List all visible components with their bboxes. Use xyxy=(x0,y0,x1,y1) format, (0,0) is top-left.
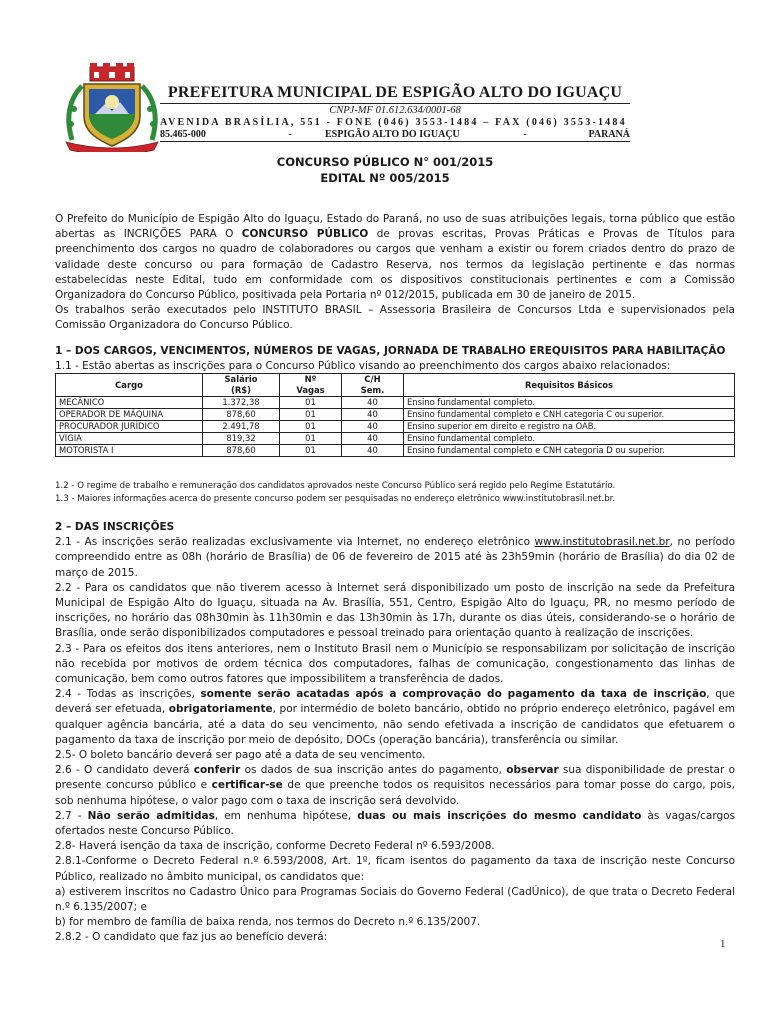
item-2-4-text-c: , por intermédio de boleto bancário, obtido no próprio endereço eletrônico, pagável em qualquer agência bancária, até a data do seu vencimento, não sendo efetivada a inscrição de candidatos que efetuarem o pagamento da taxa de inscrição por meio de depósito, DOCs (operação bancária), transferência ou similar. xyxy=(55,703,735,746)
city-line xyxy=(160,129,630,140)
city-name: ESPIGÃO ALTO DO IGUAÇU xyxy=(325,129,460,140)
table-row xyxy=(56,409,735,421)
table-row xyxy=(56,433,735,445)
separator-dash: - xyxy=(288,129,292,140)
item-2-7-text: 2.7 - xyxy=(55,809,88,822)
cell-requisitos: Ensino superior em direito e registro na OAB. xyxy=(404,421,735,433)
item-2-4-bold-2: obrigatoriamente xyxy=(168,703,273,716)
item-2-6-bold: conferir xyxy=(193,764,241,777)
section-1-notes xyxy=(55,480,735,506)
item-2-6-text: 2.6 - O candidato deverá xyxy=(55,764,194,777)
item-2-6-text-d: de que preenche todos os requisitos necessários para tomar posse do cargo, pois, sob nenhuma hipótese, o valor pago com o taxa de inscrição será devolvido. xyxy=(55,779,735,807)
intro-section xyxy=(55,212,735,334)
item-2-8-1: 2.8.1-Conforme o Decreto Federal n.º 6.593/2008, Art. 1º, ficam isentos do pagamento da taxa de inscrição neste Concurso Público, realizado no âmbito municipal, os candidatos que: xyxy=(55,855,735,883)
section-2-title: 2 – DAS INSCRIÇÕES xyxy=(55,521,175,533)
letterhead xyxy=(160,84,630,142)
cell-ch: 40 xyxy=(342,421,404,433)
item-2-7-bold: Não serão admitidas xyxy=(87,809,215,822)
header-cargo: Cargo xyxy=(56,374,203,397)
cell-ch: 40 xyxy=(342,433,404,445)
edital-title: EDITAL Nº 005/2015 xyxy=(320,171,450,185)
header-ch xyxy=(342,374,404,397)
item-2-8-2: 2.8.2 - O candidato que faz jus ao benefício deverá: xyxy=(55,931,328,944)
item-2-7-bold-2: duas ou mais inscrições do mesmo candidato xyxy=(357,809,642,822)
item-2-6-text-c: sua disponibilidade de prestar o presente concurso público e xyxy=(55,764,736,792)
item-1-3: 1.3 - Maiores informações acerca do presente concurso podem ser pesquisadas no endereço eletrônico www.institutobrasil.net.br. xyxy=(55,494,616,504)
prefeitura-title: PREFEITURA MUNICIPAL DE ESPIGÃO ALTO DO IGUAÇU xyxy=(160,84,630,104)
item-2-4-bold: somente serão acatadas após a comprovação do pagamento da taxa de inscrição xyxy=(200,688,707,701)
item-2-2: 2.2 - Para os candidatos que não tiverem acesso à Internet será disponibilizado um posto de inscrição na sede da Prefeitura Municipal de Espigão Alto do Iguaçu, situada na Av. Brasília, 551, Centro, Espigão Alto do Iguaçu, PR, no mesmo período de inscrições, no horário das 08h30min às 11h30min e das 13h30min às 17h, durante os dias úteis, considerando-se o horário de Brasília, onde serão disponibilizados computadores e pessoal treinado para orientação quanto à realização de inscrições. xyxy=(55,581,735,640)
item-2-6-text-b: os dados de sua inscrição antes do pagamento, xyxy=(240,764,507,777)
intro-text: O Prefeito do Município de Espigão Alto do Iguaçu, Estado do Paraná, no uso de suas atribuições legais, torna público que estão abertas as INCRIÇÕES PARA O xyxy=(55,213,735,241)
header-vagas xyxy=(280,374,342,397)
cell-vagas: 01 xyxy=(280,421,342,433)
state-name: PARANÁ xyxy=(588,129,630,140)
cargos-table xyxy=(55,373,735,457)
cell-ch: 40 xyxy=(342,397,404,409)
cell-ch: 40 xyxy=(342,445,404,457)
cell-salario: 2.491,78 xyxy=(203,421,280,433)
intro-paragraph xyxy=(55,212,735,303)
cell-vagas: 01 xyxy=(280,397,342,409)
intro-bold: CONCURSO PÚBLICO xyxy=(241,228,369,241)
item-2-5: 2.5- O boleto bancário deverá ser pago até a data de seu vencimento. xyxy=(55,749,426,762)
header-ch-l2: Sem. xyxy=(360,385,385,395)
cell-vagas: 01 xyxy=(280,445,342,457)
cell-requisitos: Ensino fundamental completo e CNH categoria D ou superior. xyxy=(404,445,735,457)
item-2-1-text-cont: , no período compreendido entre as 08h (horário de Brasília) de 06 de fevereiro de 2015 até às 23h59min (horário de Brasília) do dia 02 de março de 2015. xyxy=(55,536,735,579)
item-2-1-text: 2.1 - As inscrições serão realizadas exclusivamente via Internet, no endereço eletrônico xyxy=(55,536,535,549)
section-2 xyxy=(55,520,735,946)
cell-cargo: PROCURADOR JURÍDICO xyxy=(56,421,203,433)
cnpj-line: CNPJ-MF 01.612.634/0001-68 xyxy=(329,105,461,116)
item-2-8-b: b) for membro de família de baixa renda, nos termos do Decreto n.º 6.135/2007. xyxy=(55,916,481,929)
cell-vagas: 01 xyxy=(280,409,342,421)
address-line: AVENIDA BRASÍLIA, 551 - FONE (046) 3553-1484 – FAX (046) 3553-1484 xyxy=(160,117,627,128)
item-2-7-text-c: às vagas/cargos ofertados neste Concurso Público. xyxy=(55,809,736,838)
intro-text-cont: de provas escritas, Provas Práticas e Provas de Títulos para preenchimento dos cargos no quadro de colaboradores ou cargos que venham a existir ou forem criados dentro do prazo de validade deste concurso ou para formação de Cadastro Reserva, nos termos da legislação pertinente e das normas estabelecidas neste Edital, tudo em conformidade com os dispositivos constitucionais pertinentes e com a Comissão Organizadora do Concurso Público, positivada pela Portaria nº 012/2015, publicada em 30 de janeiro de 2015. xyxy=(55,228,735,302)
table-row xyxy=(56,421,735,433)
item-2-4 xyxy=(55,687,735,748)
item-2-1 xyxy=(55,535,735,581)
cell-salario: 819,32 xyxy=(203,433,280,445)
letterhead-divider xyxy=(160,141,630,142)
cell-requisitos: Ensino fundamental completo e CNH categoria C ou superior. xyxy=(404,409,735,421)
item-1-1: 1.1 - Estão abertas as inscrições para o Concurso Público visando ao preenchimento dos cargos abaixo relacionados: xyxy=(55,360,671,373)
item-2-3: 2.3 - Para os efeitos dos itens anteriores, nem o Instituto Brasil nem o Município se responsabilizam por solicitação de inscrição não recebida por motivos de ordem técnica dos computadores, falhas de comunicação, congestionamento das linhas de comunicação, bem como outros fatores que impossibilitem a transferência de dados. xyxy=(55,642,735,686)
separator-dash: - xyxy=(523,129,527,140)
municipal-coat-of-arms-icon xyxy=(62,62,162,152)
cell-salario: 878,60 xyxy=(203,445,280,457)
item-2-8-a: a) estiverem inscritos no Cadastro Único para Programas Sociais do Governo Federal (CadÚnico), de que trata o Decreto Federal n.º 6.135/2007; e xyxy=(55,885,735,914)
cell-cargo: VIGIA xyxy=(56,433,203,445)
cell-cargo: OPERADOR DE MÁQUINA xyxy=(56,409,203,421)
cell-ch: 40 xyxy=(342,409,404,421)
header-vagas-l1: Nº xyxy=(304,374,317,384)
table-header-row xyxy=(56,374,735,397)
intro-paragraph-2: Os trabalhos serão executados pelo INSTITUTO BRASIL – Assessoria Brasileira de Concursos Ltda e supervisionados pela Comissão Organizadora do Concurso Público. xyxy=(55,304,735,332)
page-number: 1 xyxy=(720,938,726,950)
institute-website-link[interactable]: www.institutobrasil.net.br xyxy=(534,536,670,549)
cell-requisitos: Ensino fundamental completo. xyxy=(404,433,735,445)
header-salario-l2: (R$) xyxy=(231,385,251,395)
cell-salario: 1.372,38 xyxy=(203,397,280,409)
item-2-6-bold-2: observar xyxy=(506,764,559,777)
concurso-title: CONCURSO PÚBLICO N° 001/2015 xyxy=(276,155,494,169)
header-vagas-l2: Vagas xyxy=(296,385,325,395)
section-1-title: 1 – DOS CARGOS, VENCIMENTOS, NÚMEROS DE VAGAS, JORNADA DE TRABALHO EREQUISITOS PARA HABILITAÇÃO xyxy=(55,345,726,357)
item-2-8: 2.8- Haverá isenção da taxa de inscrição, conforme Decreto Federal nº 6.593/2008. xyxy=(55,840,495,853)
header-requisitos: Requisitos Básicos xyxy=(404,374,735,397)
item-2-7 xyxy=(55,809,735,839)
item-2-7-text-b: , em nenhuma hipótese, xyxy=(214,809,358,822)
cell-vagas: 01 xyxy=(280,433,342,445)
header-salario xyxy=(203,374,280,397)
header-ch-l1: C/H xyxy=(364,374,381,384)
item-2-4-text: 2.4 - Todas as inscrições, xyxy=(55,688,201,701)
cep: 85.465-000 xyxy=(160,129,206,140)
cell-salario: 878,60 xyxy=(203,409,280,421)
item-2-6-bold-3: certificar-se xyxy=(211,779,283,792)
cell-cargo: MECÂNICO xyxy=(56,397,203,409)
item-2-4-text-b: , que deverá ser efetuada, xyxy=(55,688,735,716)
section-1 xyxy=(55,344,735,374)
cell-cargo: MOTORISTA I xyxy=(56,445,203,457)
cell-requisitos: Ensino fundamental completo. xyxy=(404,397,735,409)
item-1-2: 1.2 - O regime de trabalho e remuneração dos candidatos aprovados neste Concurso Público será regido pelo Regime Estatutário. xyxy=(55,481,616,491)
item-2-6 xyxy=(55,763,735,809)
header-salario-l1: Salário xyxy=(224,374,258,384)
table-row xyxy=(56,397,735,409)
table-row xyxy=(56,445,735,457)
